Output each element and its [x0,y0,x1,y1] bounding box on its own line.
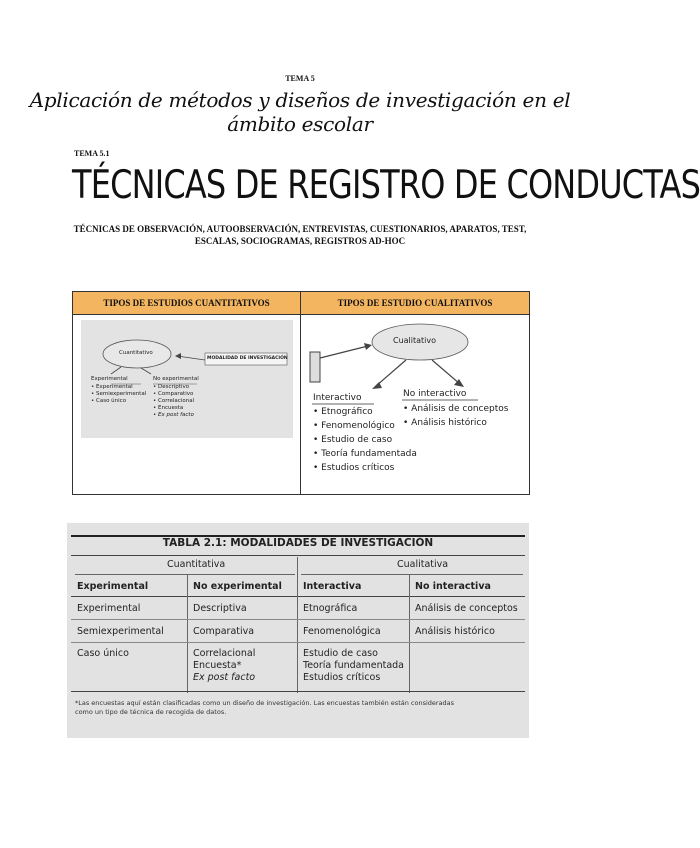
interactive-item: • Estudios críticos [313,463,395,473]
table-cell: Estudio de caso [303,648,378,659]
table-cell: Estudios críticos [303,672,381,683]
rule [71,555,525,556]
noninteractive-item: • Análisis de conceptos [403,404,509,414]
nonexperimental-item: • Correlacional [153,398,195,404]
table-cell: Fenomenológica [303,626,381,637]
table-cell: Etnográfica [303,603,358,614]
quantitative-diagram [81,320,293,438]
quantitative-header: TIPOS DE ESTUDIOS CUANTITATIVOS [73,292,300,315]
interactive-item: • Fenomenológico [313,421,395,431]
nonexperimental-item: • Ex post facto [153,412,194,418]
table-cell: Ex post facto [193,672,256,683]
nonexperimental-item: • Comparativo [153,391,194,397]
table-cell: Correlacional [193,648,256,659]
nonexperimental-heading: No experimental [153,376,199,382]
experimental-item: • Caso único [91,398,127,404]
rule [71,691,525,692]
table-cell: Análisis de conceptos [415,603,518,614]
modalities-table-image [67,523,529,738]
column-line [297,557,298,693]
table-cell: Teoría fundamentada [303,660,404,671]
experimental-item: • Experimental [91,384,133,390]
experimental-heading: Experimental [91,376,128,382]
modality-label: MODALIDAD DE INVESTIGACIÓN [207,356,288,361]
nonexperimental-item: • Descriptivo [153,384,190,390]
tema-title: Aplicación de métodos y diseños de investigación en el ámbito escolar [29,88,571,136]
study-types-table [72,291,530,495]
table-title: TABLA 2.1: MODALIDADES DE INVESTIGACIÓN [162,537,434,549]
table-cell: Análisis histórico [415,626,495,637]
column-line [409,575,410,693]
qualitative-header: TIPOS DE ESTUDIO CUALITATIVOS [301,292,529,315]
subtema-subtitle: TÉCNICAS DE OBSERVACIÓN, AUTOOBSERVACIÓN, ENTREVISTAS, CUESTIONARIOS, APARATOS, TEST, ESCALAS, SOCIOGRAMAS, REGISTROS AD-HOC [73,224,527,246]
column-header: No interactiva [415,581,491,592]
table-footnote: como un tipo de técnica de recogida de datos. [75,708,227,716]
rule [71,596,525,597]
rule [71,642,525,643]
rule [301,574,523,575]
table-cell: Experimental [77,603,141,614]
table-cell: Caso único [77,648,129,659]
quantitative-bubble-label: Cuantitativo [119,350,153,356]
qualitative-bubble-label: Cualitativo [393,336,437,345]
column-header: Interactiva [303,581,362,592]
table-cell: Encuesta* [193,660,242,671]
nonexperimental-item: • Encuesta [153,405,184,411]
table-cell: Descriptiva [193,603,247,614]
table-cell: Comparativa [193,626,255,637]
interactive-item: • Estudio de caso [313,435,393,445]
noninteractive-item: • Análisis histórico [403,418,487,428]
rule [71,619,525,620]
interactive-item: • Teoría fundamentada [313,449,417,459]
tema-label: TEMA 5 [285,74,315,83]
rule [75,574,295,575]
interactive-heading: Interactivo [313,393,362,403]
interactive-item: • Etnográfico [313,407,373,417]
subtema-label: TEMA 5.1 [74,149,110,158]
column-divider [300,292,301,494]
noninteractive-heading: No interactivo [403,389,467,399]
table-cell: Semiexperimental [77,626,164,637]
group-header-qualitative: Cualitativa [397,559,449,570]
table-footnote: *Las encuestas aquí están clasificadas como un diseño de investigación. Las encuestas también están consideradas [75,699,455,707]
group-header-quantitative: Cuantitativa [167,559,226,570]
column-line [187,575,188,693]
column-header: Experimental [77,581,149,592]
experimental-item: • Semiexperimental [91,391,147,397]
subtema-title: TÉCNICAS DE REGISTRO DE CONDUCTAS [72,163,700,208]
column-header: No experimental [193,581,282,592]
